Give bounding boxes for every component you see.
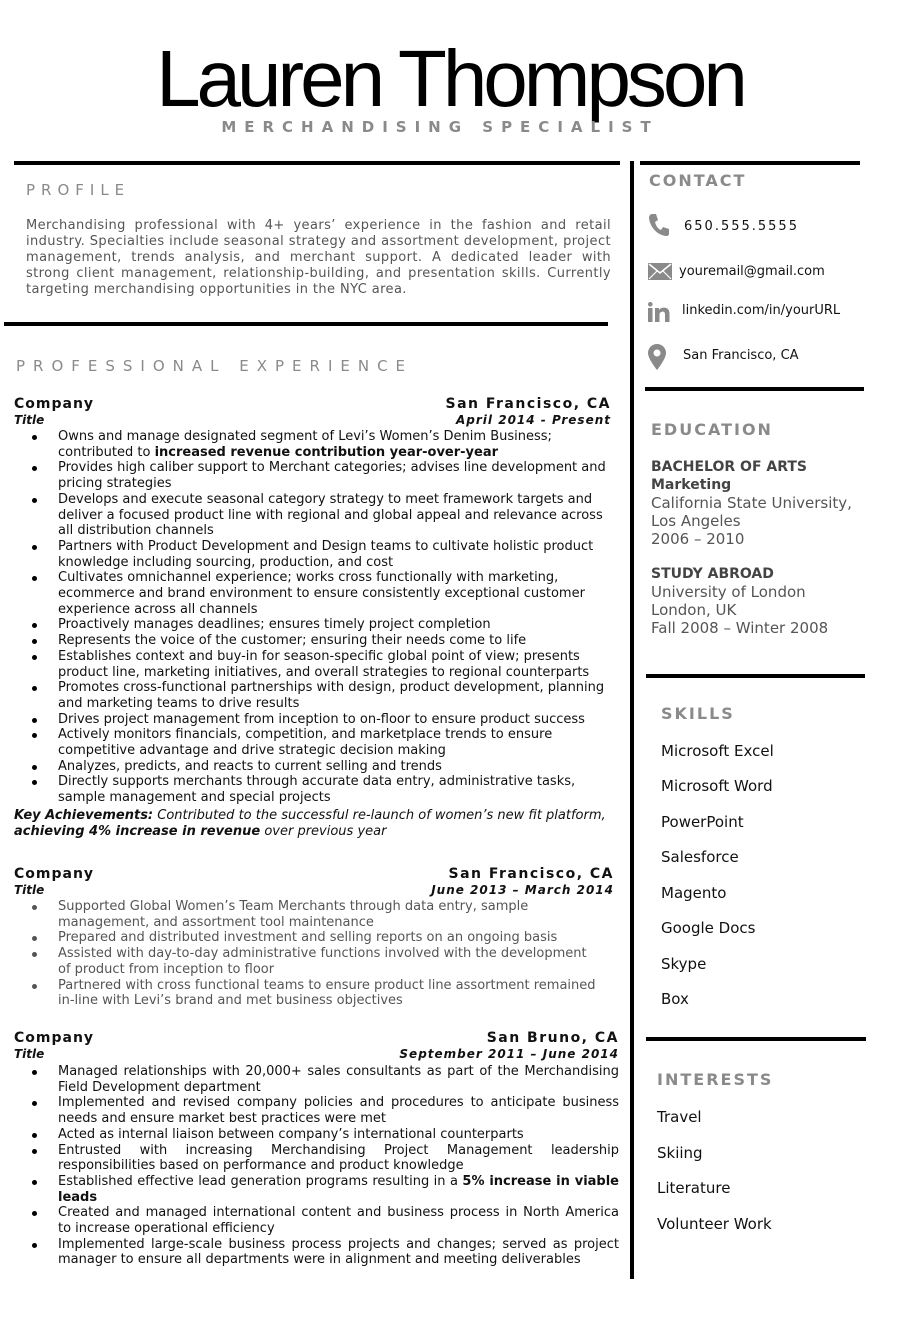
education-school: California State University, Los Angeles xyxy=(651,494,852,530)
bullet-item xyxy=(58,539,606,570)
education-abroad-place: London, UK xyxy=(651,601,737,619)
job-dates: September 2011 – June 2014 xyxy=(399,1047,619,1061)
bullet-item xyxy=(58,1174,619,1205)
bullet-text: Prepared and distributed investment and selling reports on an ongoing basis xyxy=(58,930,558,946)
contact-email: youremail@gmail.com xyxy=(679,264,825,279)
bullet-item xyxy=(58,617,606,633)
contact-heading: CONTACT xyxy=(649,171,747,190)
skill-item: Box xyxy=(661,990,689,1008)
email-icon xyxy=(648,263,672,280)
job-title: Title xyxy=(14,883,45,897)
job-1-bullets xyxy=(58,429,606,806)
bullet-item xyxy=(58,633,606,649)
interest-item: Travel xyxy=(657,1108,702,1126)
bullet-text: Assisted with day-to-day administrative functions involved with the development of product from inception to floor xyxy=(58,946,587,977)
bullet-item xyxy=(58,680,606,711)
bullet-text: Develops and execute seasonal category strategy to meet framework targets and deliver a focused product line with regional and global appeal and relevance across all distribution channels xyxy=(58,491,603,539)
bullet-item xyxy=(58,712,606,728)
bullet-text: Managed relationships with 20,000+ sales consultants as part of the Merchandising Field Development department xyxy=(58,1064,619,1095)
bullet-item xyxy=(58,1127,619,1143)
bullet-text: Supported Global Women’s Team Merchants through data entry, sample management, and assortment tool maintenance xyxy=(58,899,529,930)
job-company: Company xyxy=(14,866,95,882)
job-1 xyxy=(14,396,611,432)
job-title: Title xyxy=(14,413,45,427)
bullet-item xyxy=(58,899,598,930)
education-abroad-title: STUDY ABROAD xyxy=(651,566,774,582)
skill-item: Magento xyxy=(661,884,727,902)
bullet-text: Provides high caliber support to Merchant categories; advises line development and pricing strategies xyxy=(58,460,606,492)
bullet-text: Actively monitors financials, competition, and marketplace trends to ensure competitive advantage and drive strategic decision making xyxy=(58,727,553,759)
key-achievements-text-end: over previous year xyxy=(260,824,387,839)
phone-icon xyxy=(648,213,670,237)
contact-top-rule xyxy=(640,161,860,165)
bullet-text: Entrusted with increasing Merchandising Project Management leadership responsibilities based on performance and product knowledge xyxy=(58,1142,619,1174)
interest-item: Skiing xyxy=(657,1144,703,1162)
bullet-text: Created and managed international content and business process in North America to increase operational efficiency xyxy=(58,1205,619,1237)
contact-linkedin: linkedin.com/in/yourURL xyxy=(682,303,841,318)
resume-name: Lauren Thompson xyxy=(156,34,744,123)
bullet-text: Drives project management from inception to on-floor to ensure product success xyxy=(58,711,585,727)
bullet-text: Established effective lead generation programs resulting in a xyxy=(58,1173,463,1189)
interest-item: Literature xyxy=(657,1179,731,1197)
profile-heading: PROFILE xyxy=(26,181,131,199)
bullet-text: Acted as internal liaison between company’s international counterparts xyxy=(58,1126,524,1142)
interest-item: Volunteer Work xyxy=(657,1215,772,1233)
education-degree: BACHELOR OF ARTS xyxy=(651,459,807,475)
education-heading: EDUCATION xyxy=(651,420,773,439)
skills-bottom-rule xyxy=(646,1037,866,1041)
key-achievements xyxy=(14,808,614,840)
bullet-text: Implemented large-scale business process projects and changes; served as project manager to ensure all departments were in alignment and meeting deliverables xyxy=(58,1236,619,1268)
skill-item: Skype xyxy=(661,955,707,973)
bullet-text: Partnered with cross functional teams to ensure product line assortment remained in-line with Levi’s brand and met business objectives xyxy=(58,977,596,1009)
job-location: San Francisco, CA xyxy=(445,396,611,412)
bullet-item xyxy=(58,930,598,946)
experience-heading: PROFESSIONAL EXPERIENCE xyxy=(16,357,414,375)
column-divider xyxy=(630,161,634,1279)
bullet-item xyxy=(58,1143,619,1174)
job-company: Company xyxy=(14,1030,95,1046)
bullet-text: Implemented and revised company policies and procedures to anticipate business needs and ensure market best practices were met xyxy=(58,1095,619,1127)
key-achievements-highlight: achieving 4% increase in revenue xyxy=(14,824,261,839)
bullet-item xyxy=(58,978,598,1009)
job-location: San Francisco, CA xyxy=(448,866,614,882)
contact-bottom-rule xyxy=(645,387,864,391)
bullet-item xyxy=(58,1064,619,1095)
bullet-item xyxy=(58,1095,619,1126)
job-location: San Bruno, CA xyxy=(486,1030,619,1046)
profile-text: Merchandising professional with 4+ years’ experience in the fashion and retail industry. Specialties include seasonal strategy and assortment development, project management, trends analysis, and merchant support. A dedicated leader with strong client management, relationship-building, and presentation skills. Currently targeting merchandising opportunities in the NYC area. xyxy=(26,218,611,297)
key-achievements-label: Key Achievements: xyxy=(14,808,154,823)
bullet-item xyxy=(58,1205,619,1236)
location-pin-icon xyxy=(648,344,666,370)
bullet-item xyxy=(58,774,606,805)
skill-item: Salesforce xyxy=(661,848,739,866)
bullet-item xyxy=(58,727,606,758)
bullet-item xyxy=(58,492,606,539)
bullet-text: Partners with Product Development and Design teams to cultivate holistic product knowledge including sourcing, production, and cost xyxy=(58,538,594,570)
bullet-item xyxy=(58,429,606,460)
education-degree-block xyxy=(651,458,866,548)
education-abroad-school: University of London xyxy=(651,583,806,601)
bullet-text: Promotes cross-functional partnerships with design, product development, planning and marketing teams to drive results xyxy=(58,680,605,711)
job-title: Title xyxy=(14,1047,45,1061)
education-abroad-years: Fall 2008 – Winter 2008 xyxy=(651,619,829,637)
bullet-item xyxy=(58,759,606,775)
skills-heading: SKILLS xyxy=(661,704,735,723)
bullet-item xyxy=(58,649,606,680)
education-years: 2006 – 2010 xyxy=(651,530,745,548)
contact-location: San Francisco, CA xyxy=(683,348,799,363)
contact-phone: 650.555.5555 xyxy=(684,219,799,234)
bullet-text: Owns and manage designated segment of Levi’s Women’s Denim Business; contributed to xyxy=(58,429,552,460)
bullet-item xyxy=(58,460,606,491)
job-2 xyxy=(14,866,614,902)
job-2-bullets xyxy=(58,899,598,1009)
bullet-text: Establishes context and buy-in for season-specific global point of view; presents product line, marketing initiatives, and overall strategies to regional counterparts xyxy=(58,648,590,680)
bullet-text: Analyzes, predicts, and reacts to current selling and trends xyxy=(58,758,442,774)
job-dates: April 2014 - Present xyxy=(456,413,611,427)
bullet-text: Represents the voice of the customer; ensuring their needs come to life xyxy=(58,633,527,649)
profile-bottom-rule xyxy=(4,322,608,326)
bullet-item xyxy=(58,946,598,977)
interests-heading: INTERESTS xyxy=(657,1070,774,1089)
resume-role: MERCHANDISING SPECIALIST xyxy=(221,118,659,136)
skill-item: Microsoft Excel xyxy=(661,742,774,760)
skill-item: PowerPoint xyxy=(661,813,744,831)
job-3-bullets xyxy=(58,1064,619,1268)
profile-top-rule xyxy=(14,161,620,165)
job-company: Company xyxy=(14,396,95,412)
job-3 xyxy=(14,1030,619,1066)
bullet-highlight: increased revenue contribution year-over-year xyxy=(154,444,499,460)
job-dates: June 2013 – March 2014 xyxy=(431,883,614,897)
bullet-highlight: 5% increase in viable leads xyxy=(58,1173,619,1205)
bullet-item xyxy=(58,1237,619,1268)
skill-item: Google Docs xyxy=(661,919,756,937)
bullet-item xyxy=(58,570,606,617)
bullet-text: Directly supports merchants through accurate data entry, administrative tasks, sample management and special projects xyxy=(58,774,576,806)
key-achievements-text: Contributed to the successful re-launch of women’s new fit platform, xyxy=(153,808,606,823)
education-bottom-rule xyxy=(646,674,865,678)
education-abroad-block xyxy=(651,565,866,637)
bullet-text: Cultivates omnichannel experience; works cross functionally with marketing, ecommerce and brand environment to ensure consistently exceptional customer experience across all channels xyxy=(58,570,585,617)
bullet-text: Proactively manages deadlines; ensures timely project completion xyxy=(58,617,491,633)
linkedin-icon xyxy=(648,302,670,322)
education-major: Marketing xyxy=(651,477,732,493)
skill-item: Microsoft Word xyxy=(661,777,773,795)
